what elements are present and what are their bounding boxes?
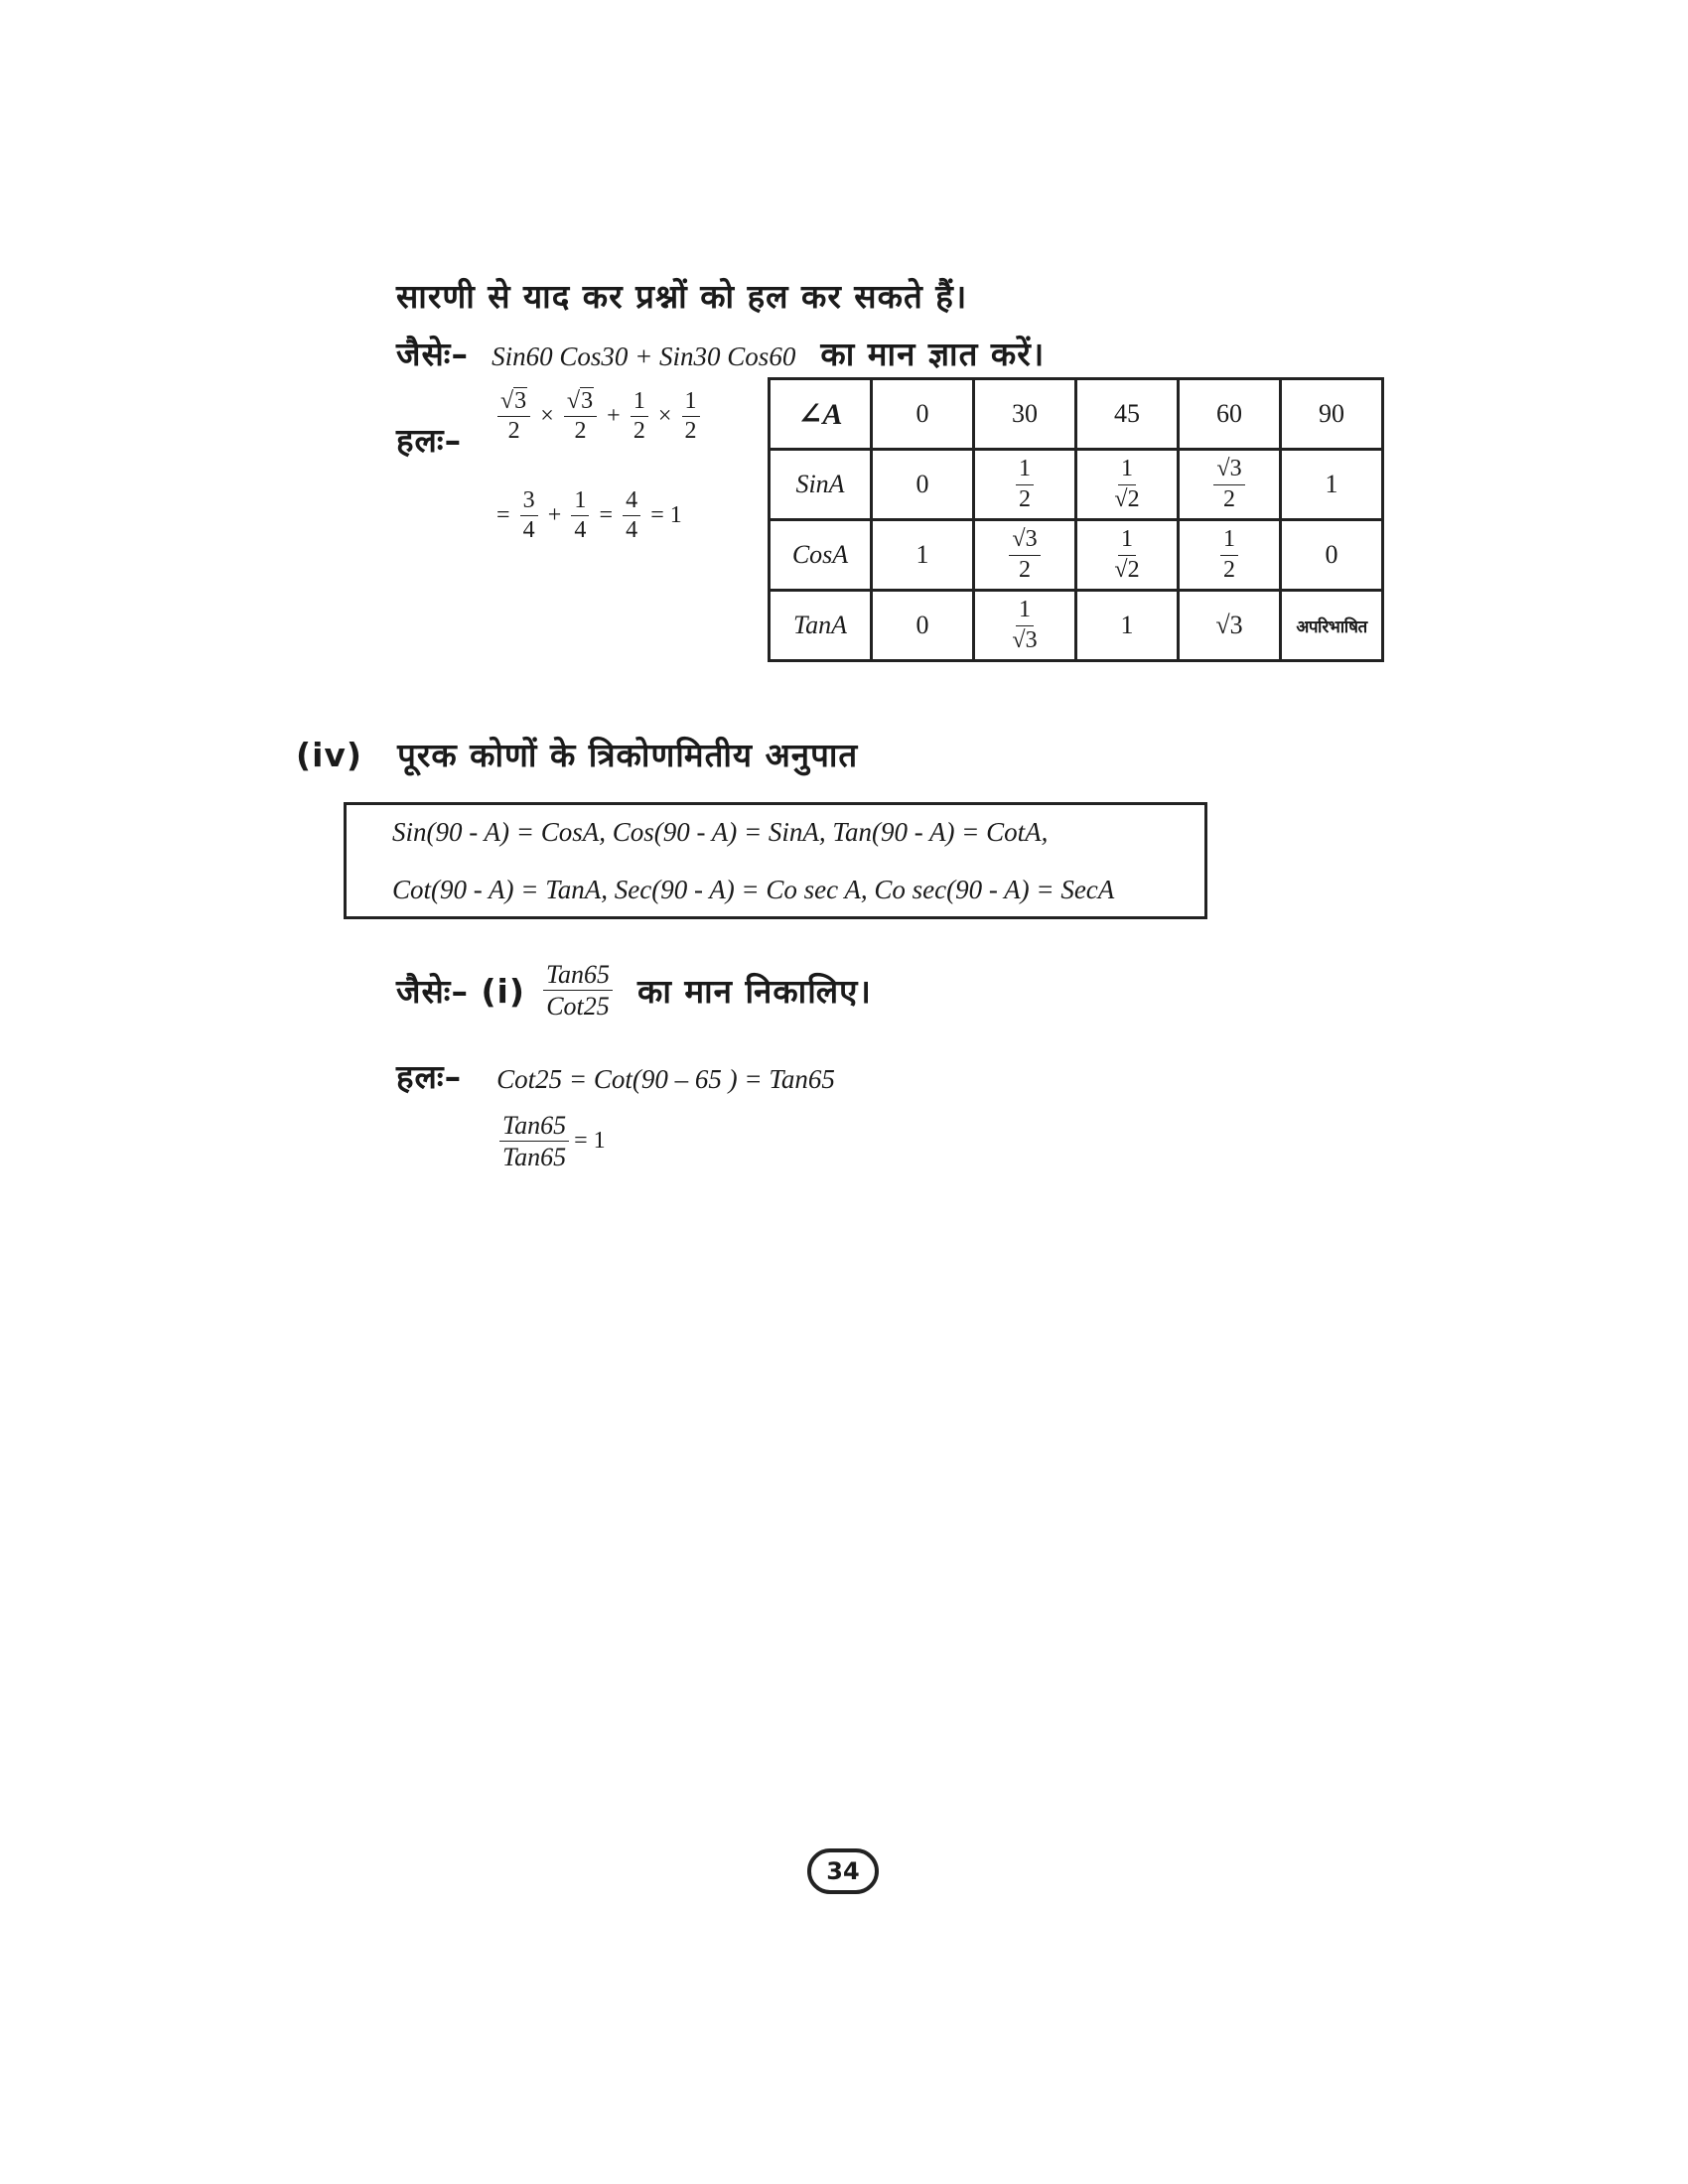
example2-label: जैसेः– (i) <box>396 972 525 1012</box>
fraction-3-over-4: $\frac{3}{4}$ <box>520 488 538 543</box>
example1-expression: Sin60 Cos30 + Sin30 Cos60 <box>492 341 796 371</box>
identities-line-1: Sin(90 - A) = CosA, Cos(90 - A) = SinA, Tan(90 - A) = CotA, <box>392 817 1049 847</box>
table-cell: 1 <box>1281 450 1383 520</box>
table-fraction: $\frac{1}{2}$ <box>1220 527 1238 582</box>
result-value: = 1 <box>574 1128 606 1155</box>
table-fraction: $\frac{√3}{2}$ <box>1213 457 1244 511</box>
table-header-cell: ∠A <box>770 379 872 450</box>
table-header-cell: 0 <box>872 379 974 450</box>
table-cell: 1 <box>872 520 974 591</box>
table-cell <box>974 450 1076 520</box>
table-header-cell: 30 <box>974 379 1076 450</box>
table-row <box>770 450 1383 520</box>
row-label: CosA <box>770 520 872 591</box>
table-cell <box>974 520 1076 591</box>
table-cell <box>1179 520 1281 591</box>
table-cell <box>1076 450 1179 520</box>
fraction-tan65-over-cot25: $\frac{\text{Tan65}}{\text{Cot25}}$ <box>543 961 613 1021</box>
section-iv-heading <box>296 732 858 776</box>
table-cell: √3 <box>1179 591 1281 661</box>
table-cell <box>1179 450 1281 520</box>
intro-line: सारणी से याद कर प्रश्नों को हल कर सकते हैं। <box>396 277 968 316</box>
table-header-cell: 45 <box>1076 379 1179 450</box>
fraction-sqrt3-over-2: $\frac{√3}{2}$ <box>497 389 530 444</box>
solution1-step1: $\frac{√3}{2}$ × $\frac{√3}{2}$ + $\frac{1}{2}$ × $\frac{1}{2}$ <box>494 389 703 444</box>
solution2-line <box>396 1053 835 1098</box>
fraction-sqrt3-over-2: $\frac{√3}{2}$ <box>564 389 597 444</box>
table-fraction: $\frac{1}{√2}$ <box>1114 456 1140 512</box>
example1-suffix: का मान ज्ञात करें। <box>820 335 1046 373</box>
example2-suffix: का मान निकालिए। <box>637 972 872 1012</box>
section-title: पूरक कोणों के त्रिकोणमितीय अनुपात <box>397 736 859 774</box>
table-cell <box>1076 520 1179 591</box>
fraction-tan65-over-tan65: $\frac{\text{Tan65}}{\text{Tan65}}$ <box>499 1112 569 1171</box>
identities-line-2: Cot(90 - A) = TanA, Sec(90 - A) = Co sec A, Co sec(90 - A) = SecA <box>392 875 1115 904</box>
table-row <box>770 591 1383 661</box>
example1-label: जैसेः– <box>396 335 469 373</box>
table-fraction: $\frac{1}{√3}$ <box>1012 597 1038 653</box>
section-number: (iv) <box>296 736 362 774</box>
table-cell: 0 <box>1281 520 1383 591</box>
fraction-1-over-2: $\frac{1}{2}$ <box>631 389 648 444</box>
example1-line <box>396 331 1045 375</box>
solution1-step2: = $\frac{3}{4}$ + $\frac{1}{4}$ = $\frac{4}{4}$ = 1 <box>496 487 682 544</box>
table-fraction: $\frac{1}{√2}$ <box>1114 526 1140 583</box>
row-label: SinA <box>770 450 872 520</box>
row-label: TanA <box>770 591 872 661</box>
table-fraction: $\frac{√3}{2}$ <box>1009 527 1040 582</box>
table-cell: 0 <box>872 450 974 520</box>
trig-values-table <box>768 377 1384 662</box>
solution2-label: हलः– <box>396 1057 463 1096</box>
fraction-1-over-2: $\frac{1}{2}$ <box>682 389 700 444</box>
fraction-1-over-4: $\frac{1}{4}$ <box>571 488 589 543</box>
table-cell-undefined: अपरिभाषित <box>1281 591 1383 661</box>
table-header-row <box>770 379 1383 450</box>
solution2-step2 <box>496 1112 608 1171</box>
table-cell: 0 <box>872 591 974 661</box>
example2-line <box>396 961 872 1021</box>
table-row <box>770 520 1383 591</box>
table-fraction: $\frac{1}{2}$ <box>1016 457 1034 511</box>
table-header-cell: 90 <box>1281 379 1383 450</box>
solution2-step1: Cot25 = Cot(90 – 65 ) = Tan65 <box>496 1064 835 1094</box>
table-header-cell: 60 <box>1179 379 1281 450</box>
fraction-4-over-4: $\frac{4}{4}$ <box>623 488 640 543</box>
page-number: 34 <box>807 1848 879 1894</box>
solution1-label: हलः– <box>396 421 463 460</box>
table-cell: 1 <box>1076 591 1179 661</box>
identities-box <box>344 802 1207 919</box>
table-cell <box>974 591 1076 661</box>
